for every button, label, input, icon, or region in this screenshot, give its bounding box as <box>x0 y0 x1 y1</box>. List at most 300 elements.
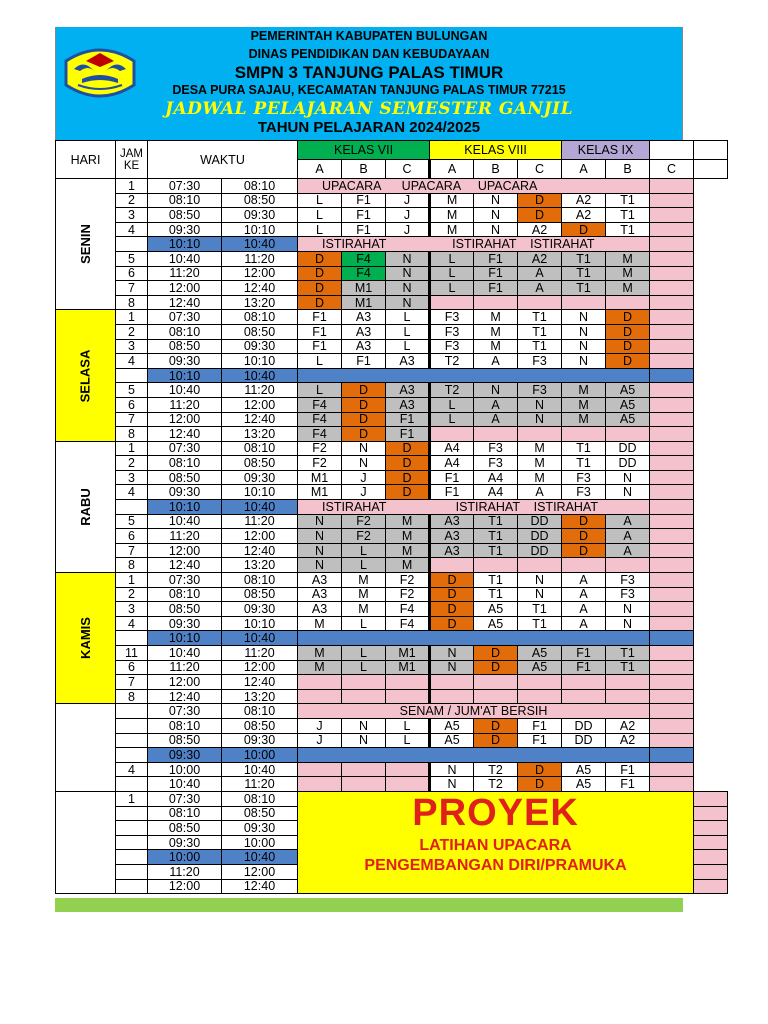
class-subject-cell <box>474 675 518 690</box>
span-text: UPACARA UPACARA UPACARA <box>322 178 538 193</box>
jam-ke-cell: 6 <box>116 266 148 281</box>
time-start-cell: 10:00 <box>148 762 222 777</box>
class-subject-cell: L <box>298 208 342 223</box>
class-subject-cell: M <box>474 339 518 354</box>
class-subject-cell: D <box>342 427 386 442</box>
class-subject-cell: M <box>298 646 342 661</box>
class-subject-cell: D <box>298 295 342 310</box>
time-end-cell: 08:10 <box>222 573 298 588</box>
extra-cell <box>650 383 694 398</box>
class-subject-cell: F1 <box>342 354 386 369</box>
class-subject-cell: F1 <box>298 339 342 354</box>
extra-cell <box>694 821 728 836</box>
class-subject-cell: A5 <box>562 762 606 777</box>
class-subject-cell: D <box>474 646 518 661</box>
jam-ke-cell: 4 <box>116 222 148 237</box>
extra-cell <box>650 310 694 325</box>
table-row <box>56 324 728 339</box>
class-subject-cell: D <box>606 354 650 369</box>
extra-cell <box>650 354 694 369</box>
class-subject-cell: A <box>518 266 562 281</box>
jam-ke-cell: 3 <box>116 208 148 223</box>
time-start-cell: 12:40 <box>148 295 222 310</box>
class-subject-cell: F1 <box>386 427 430 442</box>
class-subject-cell: M <box>518 441 562 456</box>
class-subject-cell: N <box>562 310 606 325</box>
class-subject-cell: DD <box>518 514 562 529</box>
class-subject-cell <box>342 762 386 777</box>
class-subject-cell: F4 <box>386 616 430 631</box>
time-end-cell: 11:20 <box>222 777 298 792</box>
header-schedule-title: JADWAL PELAJARAN SEMESTER GANJIL <box>164 99 574 119</box>
extra-cell <box>650 193 694 208</box>
head-sub-class: C <box>518 160 562 179</box>
extra-cell <box>650 675 694 690</box>
head-blank <box>650 141 694 160</box>
class-subject-cell: D <box>298 266 342 281</box>
class-subject-cell: J <box>298 718 342 733</box>
extra-cell <box>650 762 694 777</box>
class-subject-cell: D <box>342 412 386 427</box>
table-row <box>56 514 728 529</box>
class-subject-cell: F1 <box>518 733 562 748</box>
class-subject-cell: M <box>518 456 562 471</box>
time-start-cell: 11:20 <box>148 397 222 412</box>
time-start-cell: 07:30 <box>148 179 222 194</box>
jam-ke-cell: 4 <box>116 616 148 631</box>
class-subject-cell <box>518 295 562 310</box>
table-row <box>56 704 728 719</box>
class-subject-cell: M <box>562 412 606 427</box>
class-subject-cell: A2 <box>562 208 606 223</box>
class-subject-cell: T1 <box>606 660 650 675</box>
proyek-line-upacara: LATIHAN UPACARA <box>419 836 572 854</box>
time-end-cell: 10:40 <box>222 368 298 383</box>
time-start-cell: 10:10 <box>148 237 222 252</box>
class-subject-cell: A <box>474 354 518 369</box>
head-sub-class: C <box>386 160 430 179</box>
class-subject-cell: N <box>430 646 474 661</box>
class-subject-cell: T1 <box>518 602 562 617</box>
time-end-cell: 09:30 <box>222 733 298 748</box>
table-row <box>56 427 728 442</box>
time-start-cell: 07:30 <box>148 704 222 719</box>
table-row <box>56 281 728 296</box>
class-subject-cell: L <box>298 354 342 369</box>
extra-cell <box>650 222 694 237</box>
class-subject-cell: A2 <box>518 251 562 266</box>
time-end-cell: 09:30 <box>222 470 298 485</box>
extra-cell <box>650 251 694 266</box>
class-subject-cell: T1 <box>562 456 606 471</box>
class-subject-cell: A3 <box>430 543 474 558</box>
jam-ke-cell <box>116 704 148 719</box>
jam-ke-cell: 8 <box>116 689 148 704</box>
time-start-cell: 10:40 <box>148 777 222 792</box>
span-cell <box>298 748 650 763</box>
table-row <box>56 500 728 515</box>
jam-ke-cell: 5 <box>116 251 148 266</box>
jam-ke-cell <box>116 733 148 748</box>
class-subject-cell: F2 <box>386 587 430 602</box>
time-start-cell: 11:20 <box>148 266 222 281</box>
class-subject-cell: A <box>562 616 606 631</box>
time-start-cell: 12:00 <box>148 281 222 296</box>
class-subject-cell: T1 <box>474 573 518 588</box>
time-end-cell: 09:30 <box>222 208 298 223</box>
time-start-cell: 07:30 <box>148 791 222 806</box>
class-subject-cell: F2 <box>298 441 342 456</box>
jam-ke-cell: 1 <box>116 573 148 588</box>
extra-cell <box>650 339 694 354</box>
class-subject-cell: N <box>342 456 386 471</box>
span-cell <box>298 237 650 252</box>
class-subject-cell: DD <box>518 529 562 544</box>
class-subject-cell: A3 <box>386 383 430 398</box>
class-subject-cell: T1 <box>606 646 650 661</box>
table-row <box>56 777 728 792</box>
class-subject-cell <box>606 558 650 573</box>
class-subject-cell <box>430 558 474 573</box>
class-subject-cell <box>386 762 430 777</box>
class-subject-cell: D <box>518 777 562 792</box>
class-subject-cell <box>562 427 606 442</box>
class-subject-cell: A4 <box>474 470 518 485</box>
extra-cell <box>650 427 694 442</box>
time-start-cell: 08:10 <box>148 456 222 471</box>
jam-ke-cell <box>116 500 148 515</box>
class-subject-cell: F1 <box>342 193 386 208</box>
extra-cell <box>650 500 694 515</box>
head-sub-class: B <box>474 160 518 179</box>
class-subject-cell: M <box>298 616 342 631</box>
extra-cell <box>650 324 694 339</box>
time-end-cell: 12:00 <box>222 864 298 879</box>
proyek-block <box>298 791 694 893</box>
extra-cell <box>650 485 694 500</box>
extra-cell <box>650 718 694 733</box>
class-subject-cell: T1 <box>562 441 606 456</box>
class-subject-cell <box>298 777 342 792</box>
class-subject-cell: F4 <box>386 602 430 617</box>
jam-ke-cell: 3 <box>116 339 148 354</box>
table-row <box>56 675 728 690</box>
time-end-cell: 13:20 <box>222 558 298 573</box>
class-subject-cell: T2 <box>474 762 518 777</box>
class-subject-cell: D <box>386 456 430 471</box>
class-subject-cell: A5 <box>474 616 518 631</box>
time-start-cell: 12:00 <box>148 412 222 427</box>
class-subject-cell: F4 <box>298 427 342 442</box>
jam-ke-cell: 5 <box>116 383 148 398</box>
jam-ke-cell <box>116 748 148 763</box>
time-start-cell: 08:50 <box>148 733 222 748</box>
class-subject-cell: F1 <box>474 281 518 296</box>
class-subject-cell: M <box>474 310 518 325</box>
jam-ke-cell: 8 <box>116 295 148 310</box>
jam-ke-cell: 1 <box>116 310 148 325</box>
time-start-cell: 10:40 <box>148 251 222 266</box>
time-end-cell: 11:20 <box>222 383 298 398</box>
jam-ke-cell: 2 <box>116 193 148 208</box>
extra-cell <box>650 266 694 281</box>
jam-ke-cell: 3 <box>116 602 148 617</box>
class-subject-cell <box>474 689 518 704</box>
class-subject-cell: F1 <box>606 777 650 792</box>
jam-ke-cell: 7 <box>116 412 148 427</box>
extra-cell <box>650 733 694 748</box>
header-school-name: SMPN 3 TANJUNG PALAS TIMUR <box>234 63 504 82</box>
class-subject-cell: L <box>386 718 430 733</box>
jam-ke-cell: 2 <box>116 324 148 339</box>
class-subject-cell <box>562 675 606 690</box>
class-subject-cell: D <box>386 441 430 456</box>
time-start-cell: 08:50 <box>148 602 222 617</box>
head-kelas-ix: KELAS IX <box>562 141 650 160</box>
class-subject-cell: A3 <box>298 602 342 617</box>
class-subject-cell: N <box>474 208 518 223</box>
class-subject-cell: T1 <box>518 616 562 631</box>
class-subject-cell: N <box>298 529 342 544</box>
class-subject-cell: DD <box>606 441 650 456</box>
class-subject-cell: A5 <box>562 777 606 792</box>
class-subject-cell: M <box>386 543 430 558</box>
class-subject-cell: A2 <box>606 733 650 748</box>
class-subject-cell: L <box>430 281 474 296</box>
class-subject-cell: D <box>518 193 562 208</box>
jam-ke-cell: 2 <box>116 587 148 602</box>
proyek-title: PROYEK <box>412 791 579 834</box>
time-end-cell: 08:50 <box>222 324 298 339</box>
jam-ke-cell: 7 <box>116 675 148 690</box>
jam-ke-cell: 1 <box>116 441 148 456</box>
class-subject-cell: N <box>430 660 474 675</box>
class-subject-cell: F2 <box>298 456 342 471</box>
class-subject-cell: D <box>474 733 518 748</box>
time-end-cell: 10:10 <box>222 485 298 500</box>
jam-ke-cell: 3 <box>116 470 148 485</box>
class-subject-cell: M1 <box>386 660 430 675</box>
class-subject-cell: L <box>386 324 430 339</box>
jam-ke-cell <box>116 864 148 879</box>
class-subject-cell: D <box>518 208 562 223</box>
time-start-cell: 12:40 <box>148 558 222 573</box>
span-cell <box>298 631 650 646</box>
class-subject-cell: A5 <box>518 646 562 661</box>
table-row <box>56 456 728 471</box>
time-end-cell: 08:50 <box>222 718 298 733</box>
class-subject-cell: A3 <box>430 514 474 529</box>
table-row <box>56 412 728 427</box>
table-row <box>56 295 728 310</box>
class-subject-cell: D <box>474 718 518 733</box>
class-subject-cell <box>386 777 430 792</box>
class-subject-cell: D <box>298 281 342 296</box>
day-name: SENIN <box>77 224 93 265</box>
table-row <box>56 529 728 544</box>
span-text: SENAM / JUM'AT BERSIH <box>399 704 548 719</box>
extra-cell <box>650 646 694 661</box>
extra-cell <box>650 179 694 194</box>
class-subject-cell: L <box>342 616 386 631</box>
table-row <box>56 383 728 398</box>
span-cell <box>298 179 650 194</box>
class-subject-cell: F1 <box>342 222 386 237</box>
jam-ke-cell: 1 <box>116 179 148 194</box>
class-subject-cell: N <box>342 733 386 748</box>
header-banner <box>55 27 683 140</box>
proyek-line-pramuka: PENGEMBANGAN DIRI/PRAMUKA <box>364 856 627 874</box>
class-subject-cell: D <box>386 470 430 485</box>
class-subject-cell: T1 <box>562 251 606 266</box>
head-blank <box>694 160 728 179</box>
class-subject-cell: N <box>298 558 342 573</box>
head-jam-label: JAM <box>120 147 143 160</box>
time-end-cell: 13:20 <box>222 295 298 310</box>
head-sub-class: C <box>650 160 694 179</box>
extra-cell <box>650 558 694 573</box>
class-subject-cell: F1 <box>606 762 650 777</box>
class-subject-cell: A <box>474 397 518 412</box>
header-address: DESA PURA SAJAU, KECAMATAN TANJUNG PALAS TIMUR 77215 <box>172 83 566 97</box>
time-start-cell: 11:20 <box>148 529 222 544</box>
time-start-cell: 09:30 <box>148 616 222 631</box>
class-subject-cell: N <box>298 543 342 558</box>
table-row <box>56 251 728 266</box>
class-subject-cell: N <box>342 718 386 733</box>
jam-ke-cell: 8 <box>116 427 148 442</box>
class-subject-cell: A5 <box>518 660 562 675</box>
class-subject-cell: A <box>562 587 606 602</box>
extra-cell <box>650 514 694 529</box>
class-subject-cell: T2 <box>430 383 474 398</box>
head-waktu: WAKTU <box>148 141 298 179</box>
head-sub-class: B <box>606 160 650 179</box>
class-subject-cell: M <box>430 193 474 208</box>
extra-cell <box>650 441 694 456</box>
class-subject-cell: F3 <box>562 470 606 485</box>
table-row <box>56 222 728 237</box>
class-subject-cell: A3 <box>342 339 386 354</box>
class-subject-cell: M <box>342 573 386 588</box>
time-start-cell: 09:30 <box>148 222 222 237</box>
class-subject-cell <box>606 295 650 310</box>
class-subject-cell: F3 <box>430 339 474 354</box>
class-subject-cell <box>386 675 430 690</box>
class-subject-cell <box>518 427 562 442</box>
time-end-cell: 08:10 <box>222 441 298 456</box>
table-row <box>56 470 728 485</box>
extra-cell <box>694 850 728 865</box>
extra-cell <box>650 616 694 631</box>
class-subject-cell: M <box>606 281 650 296</box>
class-subject-cell: N <box>518 573 562 588</box>
class-subject-cell: N <box>430 777 474 792</box>
time-end-cell: 12:40 <box>222 879 298 894</box>
extra-cell <box>650 777 694 792</box>
class-subject-cell: N <box>606 470 650 485</box>
table-row <box>56 631 728 646</box>
jam-ke-cell <box>116 631 148 646</box>
time-start-cell: 08:10 <box>148 806 222 821</box>
table-head-row <box>56 141 728 160</box>
class-subject-cell: T1 <box>518 310 562 325</box>
class-subject-cell: N <box>562 339 606 354</box>
class-subject-cell: J <box>386 193 430 208</box>
time-end-cell: 11:20 <box>222 514 298 529</box>
class-subject-cell: J <box>342 485 386 500</box>
jam-ke-cell <box>116 806 148 821</box>
schedule-sheet <box>55 27 683 894</box>
class-subject-cell: F4 <box>342 266 386 281</box>
class-subject-cell: D <box>386 485 430 500</box>
class-subject-cell: F1 <box>562 660 606 675</box>
extra-cell <box>650 295 694 310</box>
time-start-cell: 11:20 <box>148 660 222 675</box>
time-end-cell: 09:30 <box>222 339 298 354</box>
time-start-cell: 12:00 <box>148 879 222 894</box>
class-subject-cell: A <box>562 573 606 588</box>
class-subject-cell: M <box>606 266 650 281</box>
schedule-table <box>55 140 728 894</box>
time-end-cell: 08:50 <box>222 456 298 471</box>
day-name: SELASA <box>77 349 93 402</box>
time-start-cell: 08:10 <box>148 718 222 733</box>
time-start-cell: 12:00 <box>148 543 222 558</box>
class-subject-cell <box>474 427 518 442</box>
class-subject-cell: F3 <box>474 456 518 471</box>
class-subject-cell: A5 <box>606 397 650 412</box>
time-end-cell: 10:40 <box>222 762 298 777</box>
table-row <box>56 689 728 704</box>
extra-cell <box>650 631 694 646</box>
time-start-cell: 10:10 <box>148 368 222 383</box>
class-subject-cell: A <box>606 514 650 529</box>
jam-ke-cell: 4 <box>116 354 148 369</box>
table-row <box>56 660 728 675</box>
class-subject-cell: F1 <box>342 208 386 223</box>
span-cell <box>298 704 650 719</box>
extra-cell <box>694 864 728 879</box>
time-start-cell: 08:50 <box>148 339 222 354</box>
day-name: KAMIS <box>77 617 93 660</box>
jam-ke-cell: 4 <box>116 485 148 500</box>
class-subject-cell: D <box>562 222 606 237</box>
class-subject-cell <box>430 427 474 442</box>
class-subject-cell: A4 <box>430 456 474 471</box>
day-label <box>56 310 116 441</box>
class-subject-cell <box>606 675 650 690</box>
table-row <box>56 485 728 500</box>
time-end-cell: 10:10 <box>222 616 298 631</box>
header-line-government: PEMERINTAH KABUPATEN BULUNGAN <box>250 29 488 43</box>
class-subject-cell: A <box>606 543 650 558</box>
table-row <box>56 602 728 617</box>
time-end-cell: 12:00 <box>222 397 298 412</box>
class-subject-cell: DD <box>606 456 650 471</box>
class-subject-cell: A3 <box>430 529 474 544</box>
class-subject-cell <box>562 295 606 310</box>
class-subject-cell: M <box>562 383 606 398</box>
jam-ke-cell <box>116 237 148 252</box>
time-end-cell: 08:10 <box>222 704 298 719</box>
time-end-cell: 09:30 <box>222 821 298 836</box>
extra-cell <box>694 806 728 821</box>
class-subject-cell: F3 <box>474 441 518 456</box>
time-start-cell: 10:10 <box>148 631 222 646</box>
class-subject-cell: M <box>386 514 430 529</box>
class-subject-cell: F1 <box>518 718 562 733</box>
